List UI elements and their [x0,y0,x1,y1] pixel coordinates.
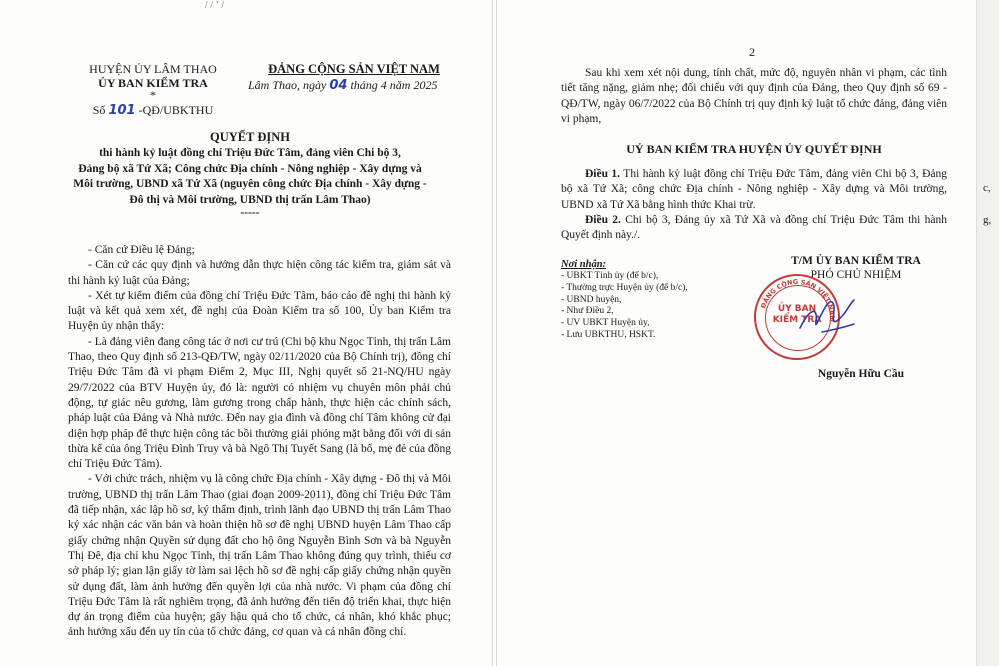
date-line [248,78,478,93]
seal-text-line-1: ỦY BAN [777,304,817,314]
article-1 [561,167,947,213]
articles [561,167,947,243]
decision-body [68,243,451,641]
top-scribble-mark: / / ʼ / [205,0,225,11]
article-1-text: Thi hành kỷ luật đồng chí Triệu Đức Tâm, đảng viên Chi bộ 3, Đảng bộ xã Tứ Xã; công chức Địa chính - Nông nghiệp - Xây dựng và Môi trường, UBND xã Tứ Xã bằng hình thức Khai trừ. [561,168,947,211]
document-page-1 [0,0,493,666]
date-day-handwritten: 04 [329,78,348,93]
article-2-label: Điều 2. [585,213,621,226]
article-2 [561,213,947,244]
recipient-item: - UV UBKT Huyện ủy, [561,318,650,329]
next-page-edge [976,0,999,666]
recipient-item: - UBKT Tỉnh ủy (để b/c), [561,271,659,281]
body-paragraph: - Là đảng viên đang công tác ở nơi cư trú (Chi bộ khu Ngọc Tỉnh, thị trấn Lâm Thao, theo Quy định số 213-QĐ/TW, ngày 02/11/2020 của Bộ Chính trị), đồng chí Triệu Đức Tâm đã vi phạm Điểm 2, Mục III, Nghị quyết số 21-NQ/HU ngày 29/7/2022 của BTV Huyện ủy, đó là: người có nhiệm vụ chuyên môn phải chủ động, tự giác nêu gương, làm gương trong chấp hành, thực hiện các chính sách, pháp luật của Đảng và Nhà nước. Đến nay gia đình và đồng chí Tâm không cử đại diện hợp pháp để thực hiện công tác bồi thường giải phóng mặt bằng đối với di sản thừa kế của ông Triệu Đình Truy và bà Ngô Thị Tuyết Sang (là bố, mẹ đẻ của đồng chí Triệu Đức Tâm). [68,335,451,471]
subject-line: Đảng bộ xã Tứ Xã; Công chức Địa chính - Nông nghiệp - Xây dựng và [78,162,422,175]
document-number [68,103,238,118]
decision-title: QUYẾT ĐỊNH [210,130,290,144]
subject-line: Môi trường, UBND xã Tứ Xã (nguyên công chức Địa chính - Xây dựng - [73,178,427,190]
article-2-text: Chi bộ 3, Đảng ủy xã Tứ Xã và đồng chí Triệu Đức Tâm thi hành Quyết định này./. [561,213,947,242]
signer-name: Nguyễn Hữu Cầu [817,368,905,380]
intro-paragraph [561,66,947,127]
recipient-item: - Thường trực Huyện ủy (để b/c), [561,282,688,293]
recipients-title: Nơi nhận: [561,259,607,270]
seal-ring-text: ĐẢNG CỘNG SẢN VIỆT NAM [759,277,837,322]
number-suffix: -QĐ/UBKTHU [138,103,214,117]
body-paragraph: - Căn cứ các quy định và hướng dẫn thực hiện công tác kiểm tra, giám sát và thi hành kỷ luật của Đảng; [68,259,451,287]
issuer-line-2: ỦY BAN KIỂM TRA [98,76,208,90]
subject-line: thi hành kỷ luật đồng chí Triệu Đức Tâm, đảng viên Chi bộ 3, [99,147,401,159]
issuer-star: * [150,88,156,102]
edge-mark: g, [983,214,992,226]
recipients-block [561,258,761,342]
document-page-2 [496,0,999,666]
issuer-line-1: HUYỆN ỦY LÂM THAO [89,62,217,76]
date-suffix: tháng 4 năm 2025 [350,78,438,92]
number-handwritten: 101 [108,103,136,118]
body-paragraph: - Xét tự kiểm điểm của đồng chí Triệu Đức Tâm, báo cáo đề nghị thi hành kỷ luật và kết quả xem xét, đề nghị của Đoàn Kiểm tra số 100, Ủy ban Kiểm tra Huyện ủy nhận thấy: [68,289,451,333]
issuer-block [68,62,238,118]
recipient-item: - Lưu UBKTHU, HSKT. [561,329,656,340]
body-paragraph: - Với chức trách, nhiệm vụ là công chức Địa chính - Xây dựng - Đô thị và Môi trường, UBND thị trấn Lâm Thao (giai đoạn 2009-2011), đồng chí Triệu Đức Tâm đã tiếp nhận, xác lập hồ sơ, ký thẩm định, trình lãnh đạo UBND thị trấn Lâm Thao ký xác nhận các văn bản và hoàn thiện hồ sơ đề nghị UBND huyện Lâm Thao cấp giấy chứng nhận Quyền sử dụng đất cho hộ ông Nguyễn Bình Sơn và bà Nguyễn Thị Đê, địa chỉ khu Ngọc Tỉnh, thị trấn Lâm Thao không đúng quy trình, thiếu cơ sở pháp lý; gian lận giấy tờ làm sai lệch hồ sơ đề nghị cấp giấy chứng nhận quyền sử dụng đất, làm ảnh hưởng đến quyền lợi của nhà nước. Vi phạm của đồng chí Triệu Đức Tâm là rất nghiêm trọng, đã ảnh hưởng đến tiến độ triển khai, thực hiện dự án trọng điểm của huyện; gây hậu quả cho tổ chức, cá nhân, khó khắc phục; ảnh hưởng xấu đến uy tín của tổ chức đảng, cơ quan và cá nhân đồng chí. [68,473,451,639]
date-prefix: Lâm Thao, ngày [248,78,327,92]
article-1-label: Điều 1. [585,168,621,180]
party-name-heading: ĐẢNG CỘNG SẢN VIỆT NAM [268,62,440,76]
seal-text-line-2: KIỂM TRA [772,315,822,325]
signer-position: PHÓ CHỦ NHIỆM [810,269,902,281]
body-paragraph: - Căn cứ Điều lệ Đảng; [88,244,195,256]
decision-heading: UỶ BAN KIỂM TRA HUYỆN ỦY QUYẾT ĐỊNH [626,142,882,156]
page-number: 2 [749,45,755,59]
recipient-item: - UBND huyện, [561,294,622,305]
intro-text: Sau khi xem xét nội dung, tính chất, mức độ, nguyên nhân vi phạm, các tình tiết tăng nặng, giảm nhẹ; đối chiếu với quy định của Đảng, theo Quy định số 69 - QĐ/TW, ngày 06/7/2022 của Bộ Chính trị quy định kỷ luật tổ chức đảng, đảng viên vi phạm, [561,67,947,125]
handwritten-signature [792,288,862,348]
edge-mark: c, [983,182,991,194]
sign-on-behalf: T/M ỦY BAN KIỂM TRA [791,255,921,267]
recipient-item: - Như Điều 2, [561,306,614,317]
subject-line: Đô thị và Môi trường, UBND thị trấn Lâm Thao) [129,193,371,206]
number-prefix: Số [92,103,106,117]
decision-subject [40,146,460,218]
subject-separator: ----- [240,207,260,219]
